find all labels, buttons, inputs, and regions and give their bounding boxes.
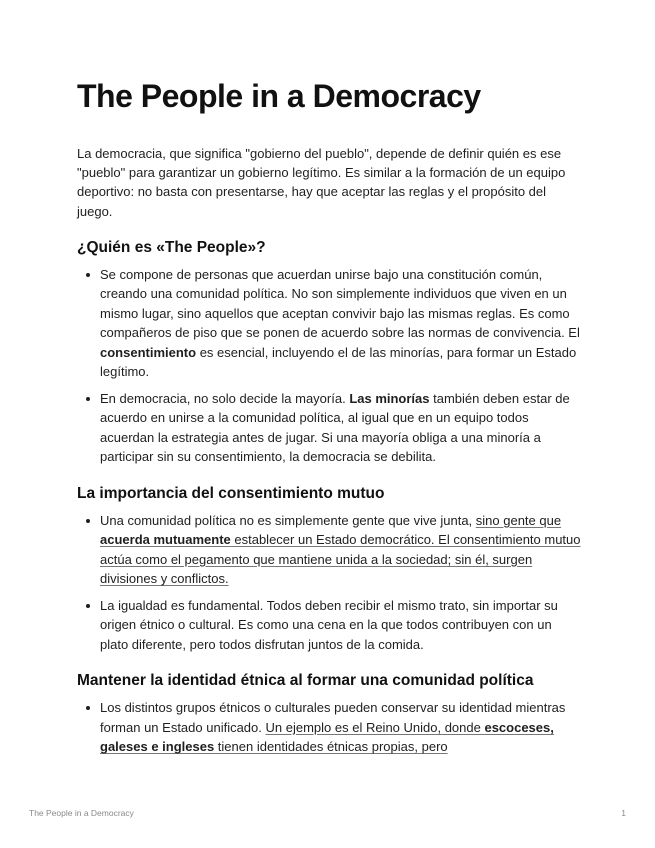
list-item [77, 389, 582, 467]
item-text: Los distintos grupos étnicos o culturales pueden conservar su identidad mientras forman un Estado unificado. [100, 700, 566, 735]
intro-paragraph: La democracia, que significa "gobierno del pueblo", depende de definir quién es ese "pueblo" para garantizar un gobierno legítimo. Es similar a la formación de un equipo deportivo: no basta con presentarse, hay que aceptar las reglas y el propósito del juego. [77, 146, 566, 219]
footer-document-title: The People in a Democracy [29, 808, 134, 818]
bullet-list [77, 511, 582, 655]
section-heading-who-are-the-people: ¿Quién es «The People»? [77, 238, 266, 256]
document-body [77, 74, 582, 764]
item-bold-text: escoceses, galeses e ingleses [100, 719, 554, 755]
item-text: La igualdad es fundamental. Todos deben recibir el mismo trato, sin importar su origen étnico o cultural. Es como una cena en la que todos contribuyen con un plato diferente, pero todos disfrutan juntos de la comida. [100, 597, 558, 652]
item-text: En democracia, no solo decide la mayoría. [100, 390, 350, 406]
bullet-list [77, 265, 582, 467]
item-bold-text: acuerda mutuamente [100, 532, 231, 548]
item-text: es esencial, incluyendo el de las minorías, para formar un Estado legítimo. [100, 344, 577, 380]
item-bold-text: Las minorías [349, 390, 430, 406]
section-heading-mutual-consent: La importancia del consentimiento mutuo [77, 484, 385, 502]
item-text: Una comunidad política no es simplemente gente que vive junta, [100, 512, 476, 528]
list-item [77, 265, 582, 382]
bullet-list [77, 698, 582, 757]
underlined-segment: tienen identidades étnicas propias, pero [214, 739, 448, 755]
footer-page-number: 1 [621, 808, 626, 818]
section-heading-ethnic-identity: Mantener la identidad étnica al formar una comunidad política [77, 672, 534, 690]
list-item [77, 596, 582, 655]
item-text: también deben estar de acuerdo en unirse a la comunidad política, al igual que en un equipo todos acuerdan la estrategia antes de jugar. Si una mayoría obliga a una minoría a participar sin su consentimiento, la democracia se debilita. [100, 390, 570, 465]
page-title: The People in a Democracy [77, 78, 481, 114]
item-text: Se compone de personas que acuerdan unirse bajo una constitución común, creando una comunidad política. No son simplemente individuos que viven en un mismo lugar, sino aquellos que aceptan convivir bajo las mismas reglas. Es como compañeros de piso que se ponen de acuerdo sobre las normas de convivencia. El [100, 266, 580, 341]
underlined-segment: establecer un Estado democrático. El consentimiento mutuo actúa como el pegamento que mantiene unida a la sociedad; sin él, surgen divisiones y conflictos. [100, 532, 581, 587]
list-item [77, 698, 582, 757]
item-bold-text: consentimiento [100, 344, 197, 360]
underlined-segment: sino gente que [475, 512, 562, 528]
list-item [77, 511, 582, 589]
underlined-segment: Un ejemplo es el Reino Unido, donde [265, 719, 485, 735]
